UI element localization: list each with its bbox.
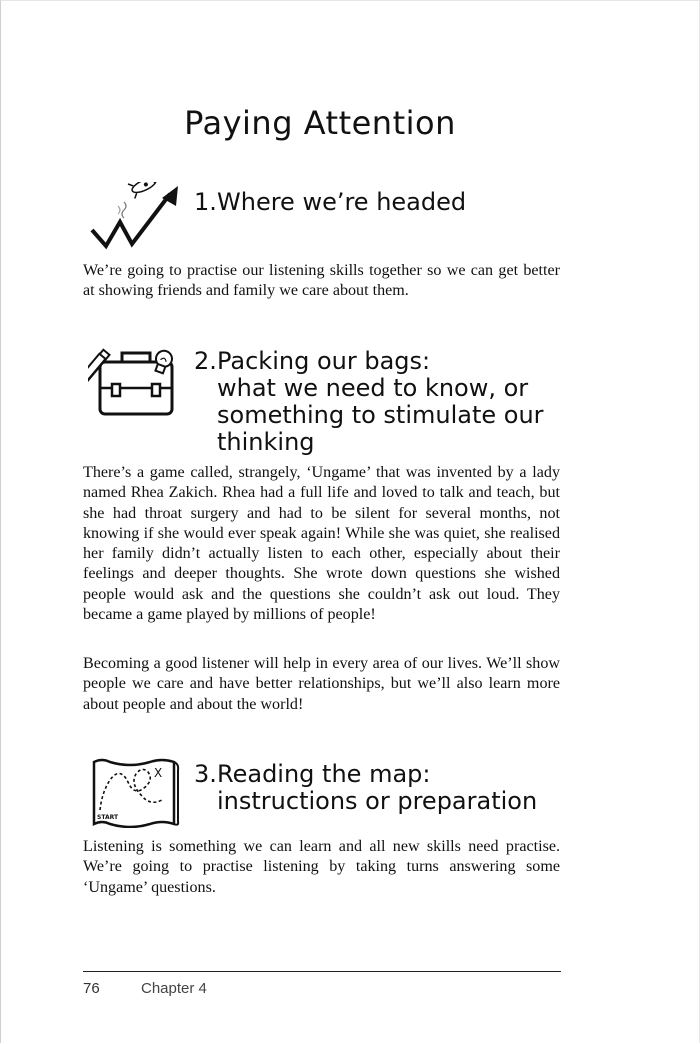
page-number: 76 — [83, 980, 100, 997]
section-1-heading — [194, 189, 574, 217]
section-3-heading-line-2: instructions or preparation — [217, 787, 538, 815]
section-2-heading-line-3: something to stimulate our — [217, 401, 544, 429]
treasure-map-icon — [88, 756, 182, 828]
map-x-label: X — [154, 766, 163, 780]
section-2-paragraph-1: There’s a game called, strangely, ‘Ungame’ that was invented by a lady named Rhea Zakich. Rhea had a full life and loved to talk and teach, but she had throat surgery and had to be silent for several months, not knowing if she would ever speak again! While she was quiet, she realised her family didn’t actually listen to each other, especially about their feelings and deeper thoughts. She wrote down questions she wished people would ask and the questions she couldn’t ask out loud. They became a game played by millions of people! — [83, 464, 560, 624]
chapter-label: Chapter 4 — [141, 980, 207, 997]
section-1-heading-line-1: Where we’re headed — [217, 188, 467, 216]
section-3-heading-line-1: Reading the map: — [217, 760, 431, 788]
section-2-heading-line-1: Packing our bags: — [217, 347, 431, 375]
section-2-heading-line-4: thinking — [217, 428, 315, 456]
page-title-text: Paying Attention — [184, 104, 456, 142]
section-2-heading — [194, 348, 574, 456]
section-3-paragraph-1: Listening is something we can learn and all new skills need practise. We’re going to practise listening by taking turns answering some ‘Ungame’ questions. — [83, 838, 560, 896]
section-2-paragraph-2: Becoming a good listener will help in every area of our lives. We’ll show people we care and have better relationships, but we’ll also learn more about people and about the world! — [83, 655, 560, 713]
page-title — [0, 104, 640, 142]
rocket-zigzag-arrow-icon — [88, 182, 182, 250]
school-bag-pencil-lightbulb-icon — [88, 344, 184, 420]
section-1-number: 1. — [194, 188, 217, 216]
footer-rule — [83, 971, 561, 972]
section-2-number: 2. — [194, 347, 217, 375]
section-3-number: 3. — [194, 760, 217, 788]
map-start-label: START — [97, 814, 119, 821]
section-1-paragraph-1: We’re going to practise our listening skills together so we can get better at showing friends and family we care about them. — [83, 262, 560, 300]
section-3-heading — [194, 761, 574, 815]
section-2-heading-line-2: what we need to know, or — [217, 374, 529, 402]
